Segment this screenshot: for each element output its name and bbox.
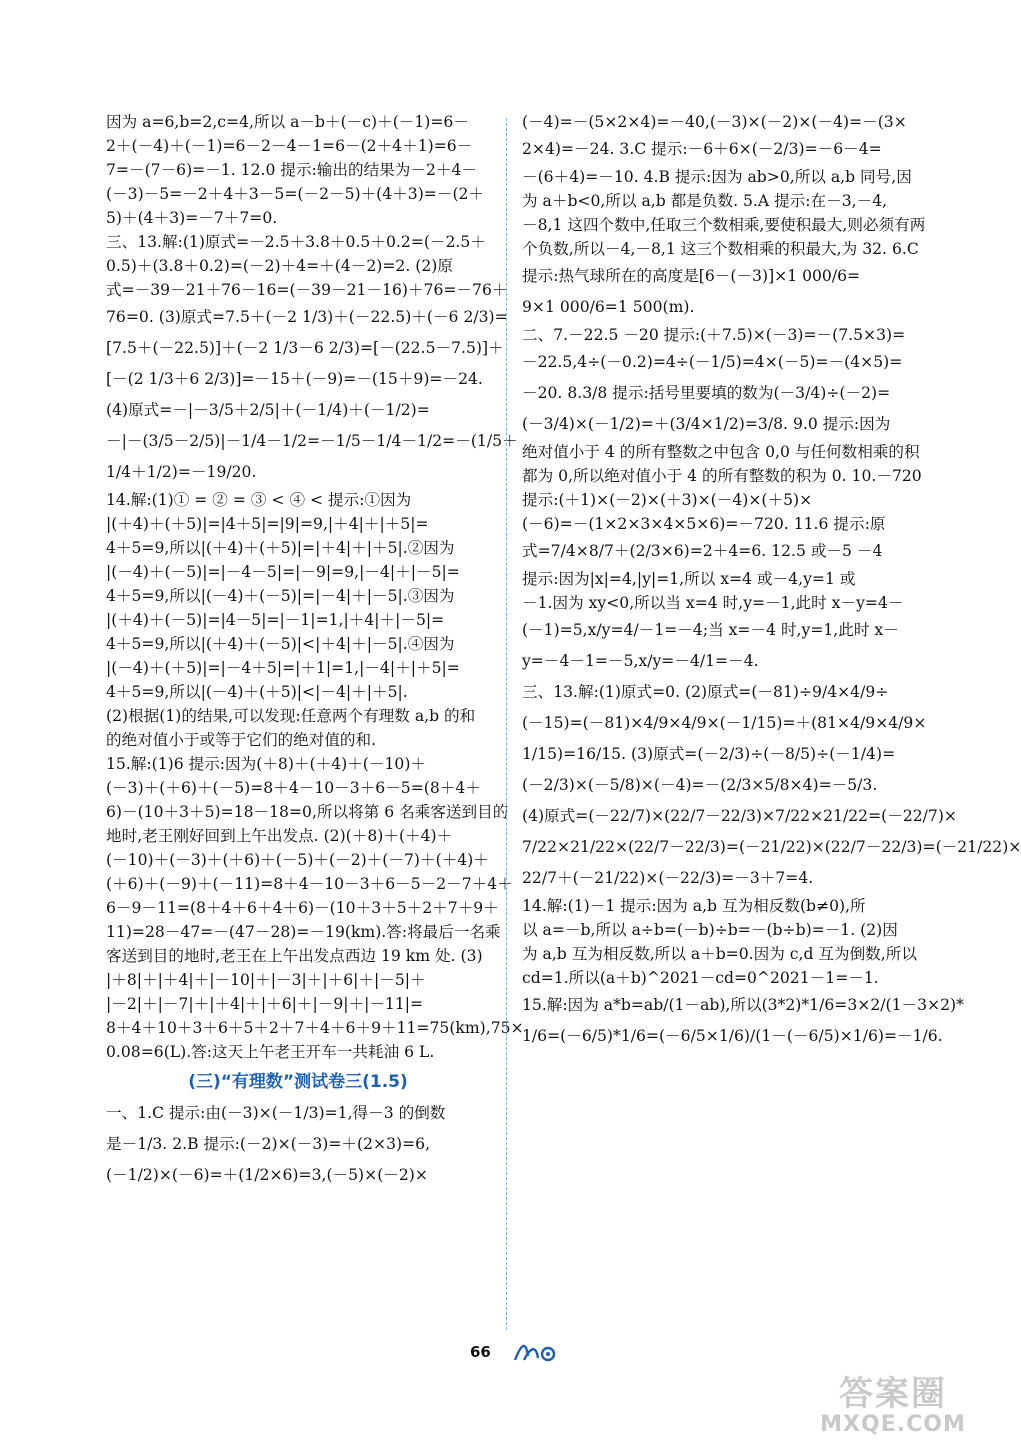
text-line: －8,1 这四个数中,任取三个数相乘,要使积最大,则必须有两 [522, 216, 926, 234]
text-line: [7.5＋(－22.5)]＋(－2 1/3－6 2/3)=[－(22.5－7.5)]＋ [106, 339, 504, 357]
text-line: 是－1/3. 2.B 提示:(－2)×(－3)=＋(2×3)=6, [106, 1135, 431, 1153]
text-line: 因为 a=6,b=2,c=4,所以 a－b＋(－c)＋(－1)=6－ [106, 113, 469, 131]
text-line: 以 a=－b,所以 a÷b=(－b)÷b=－(b÷b)=－1. (2)因 [522, 921, 898, 939]
text-line: 9×1 000/6=1 500(m). [522, 298, 695, 316]
text-line: 8＋4＋10＋3＋6＋5＋2＋7＋4＋6＋9＋11=75(km),75× [106, 1019, 524, 1037]
text-line: 0.08=6(L).答:这天上午老王开车一共耗油 6 L. [106, 1043, 435, 1061]
left-column [106, 110, 524, 1191]
text-line: 式=7/4×8/7＋(2/3×6)=2＋4=6. 12.5 或－5 －4 [522, 542, 883, 560]
text-line: 都为 0,所以绝对值小于 4 的所有整数的积为 0. 10.－720 [522, 467, 922, 485]
text-line: 22/7＋(－21/22)×(－22/3)=－3＋7=4. [522, 869, 814, 887]
text-line: 三、13.解:(1)原式=－2.5＋3.8＋0.5＋0.2=(－2.5＋ [106, 233, 486, 251]
text-line: 14.解:(1)① = ② = ③ < ④ < 提示:①因为 [106, 491, 412, 509]
text-line: 7=－(7－6)=－1. 12.0 提示:输出的结果为－2＋4－ [106, 161, 477, 179]
text-line: |(＋4)＋(＋5)|=|4＋5|=|9|=9,|＋4|＋|＋5|= [106, 515, 429, 533]
text-line: 为 a＋b<0,所以 a,b 都是负数. 5.A 提示:在－3,－4, [522, 192, 888, 210]
text-line: 6－9－11=(8＋4＋6＋4＋6)－(10＋3＋5＋2＋7＋9＋ [106, 899, 499, 917]
text-line: 15.解:因为 a*b=ab/(1－ab),所以(3*2)*1/6=3×2/(1－3×2)* [522, 996, 964, 1014]
text-line: 4＋5=9,所以|(＋4)＋(－5)|<|＋4|＋|－5|.④因为 [106, 635, 455, 653]
watermark-cn: 答案圈 [839, 1374, 947, 1414]
text-line: (－6)=－(1×2×3×4×5×6)=－720. 11.6 提示:原 [522, 515, 886, 533]
text-line: (－3)－5=－2＋4＋3－5=(－2－5)＋(4＋3)=－(2＋ [106, 185, 485, 203]
text-line: |＋8|＋|＋4|＋|－10|＋|－3|＋|＋6|＋|－5|＋ [106, 971, 426, 989]
text-line: 15.解:(1)6 提示:因为(＋8)＋(＋4)＋(－10)＋ [106, 755, 426, 773]
text-line: (＋6)＋(－9)＋(－11)=8＋4－10－3＋6－5－2－7＋4＋ [106, 875, 513, 893]
text-line: (－3)＋(＋6)＋(－5)=8＋4－10－3＋6－5=(8＋4＋ [106, 779, 481, 797]
text-line: |(－4)＋(－5)|=|－4－5|=|－9|=9,|－4|＋|－5|= [106, 563, 460, 581]
text-line: y=－4－1=－5,x/y=－4/1=－4. [522, 652, 759, 670]
text-line: 7/22×21/22×(22/7－22/3)=(－21/22)×(22/7－22/3)=(－21/22)× [522, 838, 1021, 856]
text-line: (－3/4)×(－1/2)=＋(3/4×1/2)=3/8. 9.0 提示:因为 [522, 415, 891, 433]
text-line: |(＋4)＋(－5)|=|4－5|=|－1|=1,|＋4|＋|－5|= [106, 611, 445, 629]
text-line: 4＋5=9,所以|(－4)＋(－5)|=|－4|＋|－5|.③因为 [106, 587, 455, 605]
text-line: 的绝对值小于或等于它们的绝对值的和. [106, 731, 377, 749]
text-line: |(－4)＋(＋5)|=|－4＋5|=|＋1|=1,|－4|＋|＋5|= [106, 659, 460, 677]
text-line: 式=－39－21＋76－16=(－39－21－16)＋76=－76＋ [106, 281, 508, 299]
text-line: (4)原式=(－22/7)×(22/7－22/3)×7/22×21/22=(－22/7)× [522, 807, 957, 825]
text-line: cd=1.所以(a＋b)^2021－cd=0^2021－1=－1. [522, 969, 879, 987]
text-line: －|－(3/5－2/5)|－1/4－1/2=－1/5－1/4－1/2=－(1/5＋ [106, 432, 518, 450]
text-line: 个负数,所以－4,－8,1 这三个数相乘的积最大,为 32. 6.C [522, 240, 919, 258]
text-line: 4＋5=9,所以|(－4)＋(＋5)|<|－4|＋|＋5|. [106, 683, 408, 701]
text-line: 三、13.解:(1)原式=0. (2)原式=(－81)÷9/4×4/9÷ [522, 683, 889, 701]
text-line: 11)=28－47=－(47－28)=－19(km).答:将最后一名乘 [106, 923, 501, 941]
text-line: 提示:热气球所在的高度是[6－(－3)]×1 000/6= [522, 267, 861, 285]
text-line: －(6＋4)=－10. 4.B 提示:因为 ab>0,所以 a,b 同号,因 [522, 168, 912, 186]
text-line: (－10)＋(－3)＋(＋6)＋(－5)＋(－2)＋(－7)＋(＋4)＋ [106, 851, 489, 869]
watermark-en: MXQE.COM [820, 1412, 966, 1437]
text-line: 2＋(－4)＋(－1)=6－2－4－1=6－(2＋4＋1)=6－ [106, 137, 473, 155]
text-line: (－2/3)×(－5/8)×(－4)=－(2/3×5/8×4)=－5/3. [522, 776, 878, 794]
text-line: (－1/2)×(－6)=＋(1/2×6)=3,(－5)×(－2)× [106, 1166, 428, 1184]
text-line: (－4)=－(5×2×4)=－40,(－3)×(－2)×(－4)=－(3× [522, 113, 907, 131]
text-line: 提示:(＋1)×(－2)×(＋3)×(－4)×(＋5)× [522, 491, 813, 509]
text-line: (－15)=(－81)×4/9×4/9×(－1/15)=＋(81×4/9×4/9× [522, 714, 927, 732]
text-line: 5)＋(4＋3)=－7＋7=0. [106, 209, 278, 227]
text-line: 提示:因为|x|=4,|y|=1,所以 x=4 或－4,y=1 或 [522, 570, 856, 588]
text-line: 4＋5=9,所以|(＋4)＋(＋5)|=|＋4|＋|＋5|.②因为 [106, 539, 455, 557]
text-line: 绝对值小于 4 的所有整数之中包含 0,0 与任何数相乘的积 [522, 443, 920, 461]
text-line: (－1)=5,x/y=4/－1=－4;当 x=－4 时,y=1,此时 x－ [522, 621, 899, 639]
wave-ornament-icon [512, 1338, 558, 1364]
section-title: (三)“有理数”测试卷三(1.5) [188, 1072, 408, 1092]
text-line: 地时,老王刚好回到上午出发点. (2)(＋8)＋(＋4)＋ [106, 827, 453, 845]
text-line: －22.5,4÷(－0.2)=4÷(－1/5)=4×(－5)=－(4×5)= [522, 353, 903, 371]
text-line: －20. 8.3/8 提示:括号里要填的数为(－3/4)÷(－2)= [522, 384, 891, 402]
watermark-logo [798, 1375, 988, 1441]
text-line: 客送到目的地时,老王在上午出发点西边 19 km 处. (3) [106, 947, 483, 965]
column-divider [506, 118, 507, 1330]
text-line: (2)根据(1)的结果,可以发现:任意两个有理数 a,b 的和 [106, 707, 476, 725]
text-line: 为 a,b 互为相反数,所以 a＋b=0.因为 c,d 互为倒数,所以 [522, 945, 917, 963]
text-line: 2×4)=－24. 3.C 提示:－6＋6×(－2/3)=－6－4= [522, 140, 882, 158]
text-line: 76=0. (3)原式=7.5＋(－2 1/3)＋(－22.5)＋(－6 2/3)= [106, 308, 508, 326]
text-line: 0.5)＋(3.8＋0.2)=(－2)＋4=＋(4－2)=2. (2)原 [106, 257, 453, 275]
text-line: [－(2 1/3＋6 2/3)]=－15＋(－9)=－(15＋9)=－24. [106, 370, 483, 388]
text-line: 1/6=(－6/5)*1/6=(－6/5×1/6)/(1－(－6/5)×1/6)=－1/6. [522, 1027, 943, 1045]
text-line: 1/15)=16/15. (3)原式=(－2/3)÷(－8/5)÷(－1/4)= [522, 745, 896, 763]
text-line: 14.解:(1)－1 提示:因为 a,b 互为相反数(b≠0),所 [522, 897, 866, 915]
text-line: 1/4＋1/2)=－19/20. [106, 463, 257, 481]
right-column [522, 110, 1021, 1052]
text-line: 二、7.－22.5 －20 提示:(＋7.5)×(－3)=－(7.5×3)= [522, 326, 906, 344]
text-line: －1.因为 xy<0,所以当 x=4 时,y=－1,此时 x－y=4－ [522, 594, 904, 612]
text-line: (4)原式=－|－3/5＋2/5|＋(－1/4)＋(－1/2)= [106, 401, 430, 419]
text-line: 6)－(10＋3＋5)=18－18=0,所以将第 6 名乘客送到目的 [106, 803, 509, 821]
text-line: |－2|＋|－7|＋|＋4|＋|＋6|＋|－9|＋|－11|= [106, 995, 424, 1013]
page-number: 66 [470, 1343, 491, 1361]
text-line: 一、1.C 提示:由(－3)×(－1/3)=1,得－3 的倒数 [106, 1104, 446, 1122]
